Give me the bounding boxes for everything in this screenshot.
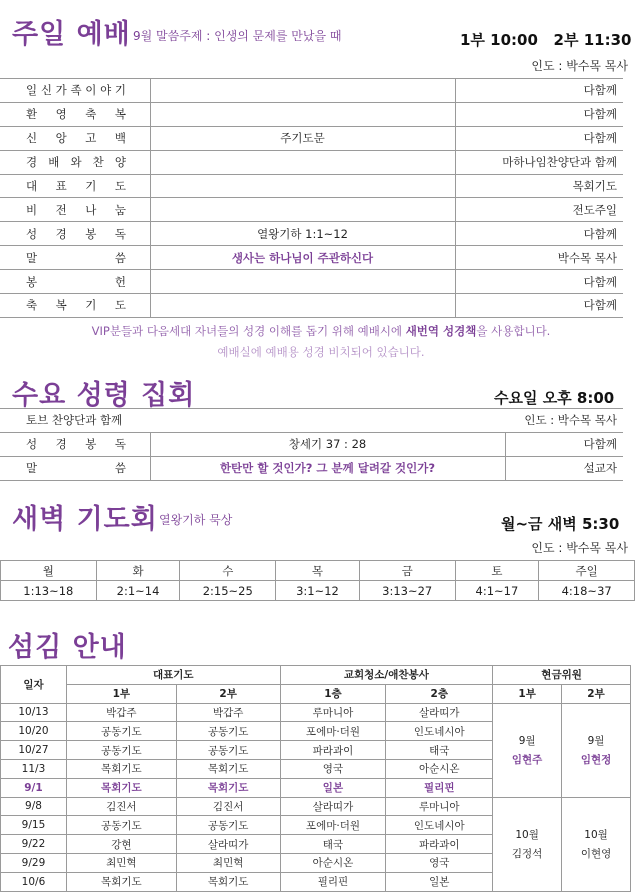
duty-cell-r2: 박갑주 — [176, 703, 280, 722]
order-performer: 다함께 — [455, 222, 623, 246]
duty-cell-f1: 포에마·더원 — [280, 722, 386, 741]
label-char: 도 — [114, 298, 126, 313]
cash-person: 임현정 — [580, 754, 612, 767]
dawn-day: 수 — [180, 561, 276, 581]
order-detail — [150, 174, 455, 198]
label-char: 성 — [26, 226, 38, 241]
dawn-subtitle: 열왕기하 묵상 — [159, 513, 233, 527]
cash-sep-1bu — [493, 703, 562, 797]
order-label-text — [26, 82, 126, 98]
order-detail — [150, 198, 455, 222]
order-performer: 다함께 — [455, 102, 623, 126]
order-detail — [150, 294, 455, 318]
order-label — [0, 222, 150, 246]
wednesday-row — [0, 432, 623, 456]
note-text-end: 을 사용합니다. — [476, 324, 551, 338]
duty-cell-f2: 일본 — [386, 872, 493, 891]
duty-table — [0, 665, 631, 892]
label-char: 찬 — [92, 155, 104, 170]
wednesday-row — [0, 456, 623, 480]
dawn-day: 토 — [455, 561, 539, 581]
duty-cell-r1: 강현 — [66, 835, 176, 854]
label-char: 이 — [85, 83, 97, 98]
duty-cell-date: 11/3 — [1, 759, 67, 778]
label-char: 신 — [26, 131, 38, 146]
dawn-time: 월~금 새벽 5:30 — [501, 515, 620, 533]
label-char: 봉 — [26, 274, 38, 289]
order-label-text — [26, 130, 126, 146]
order-label-text — [26, 154, 126, 170]
order-label-text — [26, 436, 126, 452]
duty-cell-f2: 필리핀 — [386, 778, 493, 797]
duty-rep-1bu: 1부 — [66, 684, 176, 703]
duty-cell-r1: 목회기도 — [66, 872, 176, 891]
cash-month: 9월 — [518, 735, 536, 748]
duty-cell-f2: 인도네시아 — [386, 816, 493, 835]
order-row — [0, 79, 623, 103]
label-char: 도 — [114, 179, 126, 193]
order-row — [0, 102, 623, 126]
duty-cell-f1: 태국 — [280, 835, 386, 854]
duty-row — [1, 797, 631, 816]
cash-person: 이현영 — [580, 848, 612, 861]
duty-cell-r2: 김진서 — [176, 797, 280, 816]
wednesday-performer: 설교자 — [505, 456, 623, 480]
duty-cell-f1: 포에마·더원 — [280, 816, 386, 835]
label-char: 고 — [85, 131, 97, 146]
order-row — [0, 198, 623, 222]
wednesday-time: 수요일 오후 8:00 — [494, 389, 615, 407]
label-char: 경 — [55, 226, 67, 241]
label-char: 눔 — [114, 202, 126, 217]
label-char: 가 — [55, 83, 67, 98]
wednesday-band: 토브 찬양단과 함께 — [0, 409, 505, 433]
duty-cell-f1: 파라과이 — [280, 741, 386, 760]
duty-cell-r1: 공동기도 — [66, 722, 176, 741]
duty-cell-r2: 목회기도 — [176, 778, 280, 797]
duty-cell-r1: 김진서 — [66, 797, 176, 816]
dawn-day: 금 — [359, 561, 455, 581]
duty-cell-r1: 목회기도 — [66, 759, 176, 778]
note-bible-highlight: 새번역 성경책 — [405, 324, 477, 338]
duty-cell-r2: 살라띠가 — [176, 835, 280, 854]
order-label — [0, 79, 150, 103]
dawn-verse: 3:13~27 — [359, 581, 455, 601]
label-char: 봉 — [85, 437, 97, 452]
order-label — [0, 198, 150, 222]
cash-month: 9월 — [587, 735, 605, 748]
sunday-theme: 9월 말씀주제 : 인생의 문제를 만났을 때 — [133, 29, 342, 43]
duty-clean-header: 교회청소/애찬봉사 — [280, 666, 493, 685]
duty-cell-r2: 공동기도 — [176, 741, 280, 760]
label-char: 일 — [26, 83, 38, 98]
order-label — [0, 246, 150, 270]
dawn-verse: 1:13~18 — [1, 581, 97, 601]
order-detail — [150, 79, 455, 103]
label-char: 기 — [85, 298, 97, 313]
label-char: 독 — [114, 437, 126, 452]
order-detail — [150, 102, 455, 126]
duty-cell-r2: 공동기도 — [176, 722, 280, 741]
sunday-leader: 인도 : 박수목 목사 — [531, 59, 628, 73]
label-char: 기 — [85, 179, 97, 193]
duty-row — [1, 703, 631, 722]
label-char: 축 — [85, 107, 97, 122]
label-char: 씀 — [114, 461, 126, 476]
label-char: 와 — [70, 155, 82, 170]
duty-cell-f2: 루마니아 — [386, 797, 493, 816]
duty-cash-2bu: 2부 — [562, 684, 631, 703]
cash-sep-2bu — [562, 703, 631, 797]
dawn-verse: 4:1~17 — [455, 581, 539, 601]
label-char: 백 — [114, 131, 126, 146]
dawn-verse: 3:1~12 — [276, 581, 360, 601]
order-label-text — [26, 178, 126, 194]
duty-cell-f1: 살라띠가 — [280, 797, 386, 816]
duty-cell-r2: 최민혁 — [176, 853, 280, 872]
duty-cell-date: 10/6 — [1, 872, 67, 891]
wednesday-performer: 다함께 — [505, 432, 623, 456]
label-char: 야 — [100, 83, 112, 98]
dawn-verse: 2:15~25 — [180, 581, 276, 601]
sunday-title: 주일 예배 — [12, 19, 131, 50]
order-label-text — [26, 202, 126, 218]
duty-cell-date: 9/29 — [1, 853, 67, 872]
order-row — [0, 126, 623, 150]
duty-cell-f1: 아순시온 — [280, 853, 386, 872]
duty-cell-r2: 목회기도 — [176, 872, 280, 891]
order-detail — [150, 150, 455, 174]
duty-cash-header: 현금위원 — [493, 666, 631, 685]
duty-cell-r1: 공동기도 — [66, 816, 176, 835]
order-performer: 다함께 — [455, 79, 623, 103]
duty-title: 섬김 안내 — [8, 632, 127, 663]
dawn-table — [0, 560, 635, 601]
label-char: 복 — [55, 298, 67, 313]
wednesday-leader: 인도 : 박수목 목사 — [505, 409, 623, 433]
duty-clean-1f: 1층 — [280, 684, 386, 703]
dawn-day: 목 — [276, 561, 360, 581]
order-detail: 주기도문 — [150, 126, 455, 150]
dawn-verse: 4:18~37 — [539, 581, 635, 601]
label-char: 기 — [114, 83, 126, 98]
order-detail — [150, 270, 455, 294]
order-label — [0, 174, 150, 198]
wednesday-table — [0, 408, 623, 481]
order-label-text — [26, 297, 126, 313]
duty-cell-f2: 인도네시아 — [386, 722, 493, 741]
duty-cell-r1: 목회기도 — [66, 778, 176, 797]
label-char: 말 — [26, 250, 38, 265]
order-performer: 다함께 — [455, 126, 623, 150]
dawn-day: 월 — [1, 561, 97, 581]
duty-cell-f1: 루마니아 — [280, 703, 386, 722]
duty-date-header: 일자 — [1, 666, 67, 704]
order-label — [0, 270, 150, 294]
duty-cell-date: 9/22 — [1, 835, 67, 854]
duty-cell-f2: 영국 — [386, 853, 493, 872]
order-label — [0, 432, 150, 456]
duty-rep-header: 대표기도 — [66, 666, 280, 685]
cash-person: 임현주 — [511, 754, 543, 767]
order-performer: 목회기도 — [455, 174, 623, 198]
order-performer: 전도주일 — [455, 198, 623, 222]
order-performer: 마하나임찬양단과 함께 — [455, 150, 623, 174]
cash-month: 10월 — [584, 829, 608, 842]
duty-cash-1bu: 1부 — [493, 684, 562, 703]
label-char: 독 — [114, 226, 126, 241]
order-row — [0, 222, 623, 246]
sunday-order-table — [0, 78, 623, 318]
duty-clean-2f: 2층 — [386, 684, 493, 703]
label-char: 배 — [48, 155, 60, 170]
dawn-title: 새벽 기도회 — [12, 504, 158, 535]
order-label-text — [26, 274, 126, 290]
cash-month: 10월 — [515, 829, 539, 842]
wednesday-title: 수요 성령 집회 — [12, 380, 196, 411]
label-char: 성 — [26, 437, 38, 452]
sunday-note-2: 예배실에 예배용 성경 비치되어 있습니다. — [217, 345, 425, 359]
label-char: 양 — [114, 155, 126, 170]
order-performer: 다함께 — [455, 294, 623, 318]
duty-cell-date: 9/1 — [1, 778, 67, 797]
duty-cell-f1: 영국 — [280, 759, 386, 778]
label-char: 앙 — [55, 131, 67, 146]
order-performer: 박수목 목사 — [455, 246, 623, 270]
order-label-text — [26, 106, 126, 122]
duty-cell-r2: 목회기도 — [176, 759, 280, 778]
label-char: 족 — [70, 83, 82, 98]
cash-person: 김정석 — [511, 848, 543, 861]
duty-cell-date: 10/20 — [1, 722, 67, 741]
order-label — [0, 150, 150, 174]
label-char: 경 — [26, 155, 38, 170]
label-char: 비 — [26, 202, 38, 217]
duty-cell-f1: 필리핀 — [280, 872, 386, 891]
order-label-text — [26, 460, 126, 476]
duty-cell-r1: 박갑주 — [66, 703, 176, 722]
cash-oct-1bu — [493, 797, 562, 891]
duty-rep-2bu: 2부 — [176, 684, 280, 703]
order-label — [0, 126, 150, 150]
duty-cell-date: 9/15 — [1, 816, 67, 835]
order-detail: 생사는 하나님이 주관하신다 — [150, 246, 455, 270]
label-char: 환 — [26, 107, 38, 122]
duty-cell-r1: 최민혁 — [66, 853, 176, 872]
duty-cell-f1: 일본 — [280, 778, 386, 797]
duty-cell-f2: 태국 — [386, 741, 493, 760]
duty-cell-date: 9/8 — [1, 797, 67, 816]
order-detail: 열왕기하 1:1~12 — [150, 222, 455, 246]
label-char: 경 — [55, 437, 67, 452]
label-char: 말 — [26, 461, 38, 476]
wednesday-detail: 창세기 37 : 28 — [150, 432, 505, 456]
sunday-note-1 — [0, 323, 642, 339]
order-label-text — [26, 250, 126, 266]
label-char: 영 — [55, 107, 67, 122]
duty-cell-date: 10/13 — [1, 703, 67, 722]
note-text: VIP분들과 다음세대 자녀들의 성경 이해를 돕기 위해 예배시에 — [91, 324, 406, 338]
wednesday-detail: 한탄만 할 것인가? 그 분께 달려갈 것인가? — [150, 456, 505, 480]
order-label — [0, 456, 150, 480]
label-char: 씀 — [114, 250, 126, 265]
order-row — [0, 270, 623, 294]
dawn-leader: 인도 : 박수목 목사 — [531, 541, 628, 555]
order-row — [0, 294, 623, 318]
order-row — [0, 150, 623, 174]
label-char: 헌 — [114, 274, 126, 289]
order-performer: 다함께 — [455, 270, 623, 294]
duty-cell-f2: 살라띠가 — [386, 703, 493, 722]
label-char: 신 — [40, 83, 52, 98]
dawn-verse: 2:1~14 — [96, 581, 180, 601]
label-char: 나 — [85, 202, 97, 217]
duty-cell-f2: 아순시온 — [386, 759, 493, 778]
dawn-day: 화 — [96, 561, 180, 581]
label-char: 봉 — [85, 226, 97, 241]
duty-cell-f2: 파라과이 — [386, 835, 493, 854]
duty-cell-r2: 공동기도 — [176, 816, 280, 835]
order-row — [0, 246, 623, 270]
sunday-times: 1부 10:00 2부 11:30 — [460, 31, 632, 49]
label-char: 표 — [55, 179, 67, 193]
order-label-text — [26, 226, 126, 242]
order-label — [0, 294, 150, 318]
order-label — [0, 102, 150, 126]
label-char: 축 — [26, 298, 38, 313]
order-row — [0, 174, 623, 198]
dawn-day: 주일 — [539, 561, 635, 581]
label-char: 전 — [55, 202, 67, 217]
duty-cell-date: 10/27 — [1, 741, 67, 760]
duty-cell-r1: 공동기도 — [66, 741, 176, 760]
cash-oct-2bu — [562, 797, 631, 891]
label-char: 복 — [114, 107, 126, 122]
label-char: 대 — [26, 179, 38, 193]
